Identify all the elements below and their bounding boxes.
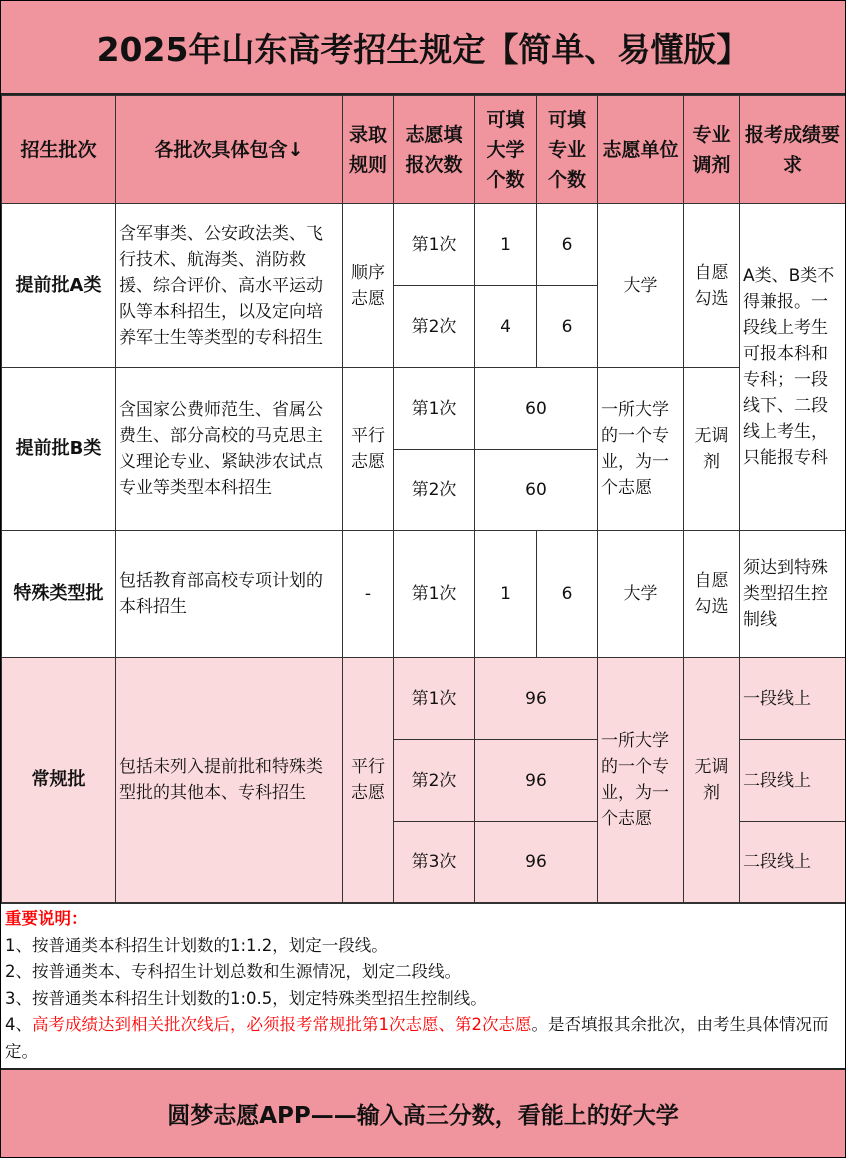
batch-a: 提前批A类: [2, 204, 116, 368]
batch-b: 提前批B类: [2, 368, 116, 531]
header-times: 志愿填报次数: [394, 96, 475, 204]
page-title: 2025年山东高考招生规定【简单、易懂版】: [1, 1, 845, 95]
adjust-special: 自愿勾选: [684, 531, 740, 658]
note-item: 3、按普通类本科招生计划数的1:0.5，划定特殊类型招生控制线。: [5, 988, 487, 1008]
unit-a: 大学: [598, 204, 684, 368]
admission-table: [1, 95, 846, 903]
requirement: 二段线上: [740, 740, 846, 822]
table-row: [2, 658, 846, 740]
adjust-b: 无调剂: [684, 368, 740, 531]
notes: [1, 903, 845, 1069]
footer-banner: 圆梦志愿APP——输入高三分数，看能上的好大学: [1, 1068, 845, 1157]
rule-b: 平行志愿: [343, 368, 394, 531]
header-desc: 各批次具体包含↓: [116, 96, 343, 204]
note-prefix: 4、: [5, 1015, 32, 1034]
requirement-special: 须达到特殊类型招生控制线: [740, 531, 846, 658]
requirement: 二段线上: [740, 822, 846, 903]
header-rule: 录取规则: [343, 96, 394, 204]
desc-b: 含国家公费师范生、省属公费生、部分高校的马克思主义理论专业、紧缺涉农试点专业等类型本科招生: [116, 368, 343, 531]
adjust-a: 自愿勾选: [684, 204, 740, 368]
desc-a: 含军事类、公安政法类、飞行技术、航海类、消防救援、综合评价、高水平运动队等本科招生，以及定向培养军士生等类型的专科招生: [116, 204, 343, 368]
header-univ: 可填大学个数: [475, 96, 537, 204]
count: 60: [475, 368, 598, 450]
times: 第1次: [394, 658, 475, 740]
batch-regular: 常规批: [2, 658, 116, 903]
requirement: 一段线上: [740, 658, 846, 740]
desc-regular: 包括未列入提前批和特殊类型批的其他本、专科招生: [116, 658, 343, 903]
times: 第2次: [394, 450, 475, 531]
note-rest: 。是否填报其余批次，由考生具体情况而定。: [5, 1015, 829, 1061]
times: 第1次: [394, 368, 475, 450]
times: 第1次: [394, 531, 475, 658]
univ-count: 1: [475, 531, 537, 658]
header-requirement: 报考成绩要求: [740, 96, 846, 204]
header-unit: 志愿单位: [598, 96, 684, 204]
times: 第2次: [394, 740, 475, 822]
notes-heading: 重要说明：: [5, 909, 88, 928]
times: 第3次: [394, 822, 475, 903]
times: 第1次: [394, 204, 475, 286]
batch-special: 特殊类型批: [2, 531, 116, 658]
unit-regular: 一所大学的一个专业，为一个志愿: [598, 658, 684, 903]
table-row: [2, 368, 846, 450]
unit-special: 大学: [598, 531, 684, 658]
count: 60: [475, 450, 598, 531]
univ-count: 4: [475, 286, 537, 368]
major-count: 6: [537, 531, 598, 658]
rule-regular: 平行志愿: [343, 658, 394, 903]
rule-special: -: [343, 531, 394, 658]
table-row: [2, 531, 846, 658]
header-adjust: 专业调剂: [684, 96, 740, 204]
header-row: [2, 96, 846, 204]
univ-count: 1: [475, 204, 537, 286]
header-major: 可填专业个数: [537, 96, 598, 204]
table-row: [2, 204, 846, 286]
count: 96: [475, 822, 598, 903]
header-batch: 招生批次: [2, 96, 116, 204]
note-highlight: 高考成绩达到相关批次线后，必须报考常规批第1次志愿、第2次志愿: [32, 1015, 532, 1034]
times: 第2次: [394, 286, 475, 368]
note-item: 2、按普通类本、专科招生计划总数和生源情况，划定二段线。: [5, 962, 461, 981]
major-count: 6: [537, 286, 598, 368]
count: 96: [475, 740, 598, 822]
note-item: [5, 1012, 841, 1065]
rule-a: 顺序志愿: [343, 204, 394, 368]
unit-b: 一所大学的一个专业，为一个志愿: [598, 368, 684, 531]
adjust-regular: 无调剂: [684, 658, 740, 903]
note-item: 1、按普通类本科招生计划数的1:1.2，划定一段线。: [5, 935, 388, 955]
desc-special: 包括教育部高校专项计划的本科招生: [116, 531, 343, 658]
major-count: 6: [537, 204, 598, 286]
count: 96: [475, 658, 598, 740]
requirement-ab: A类、B类不得兼报。一段线上考生可报本科和专科；一段线下、二段线上考生，只能报专科: [740, 204, 846, 531]
